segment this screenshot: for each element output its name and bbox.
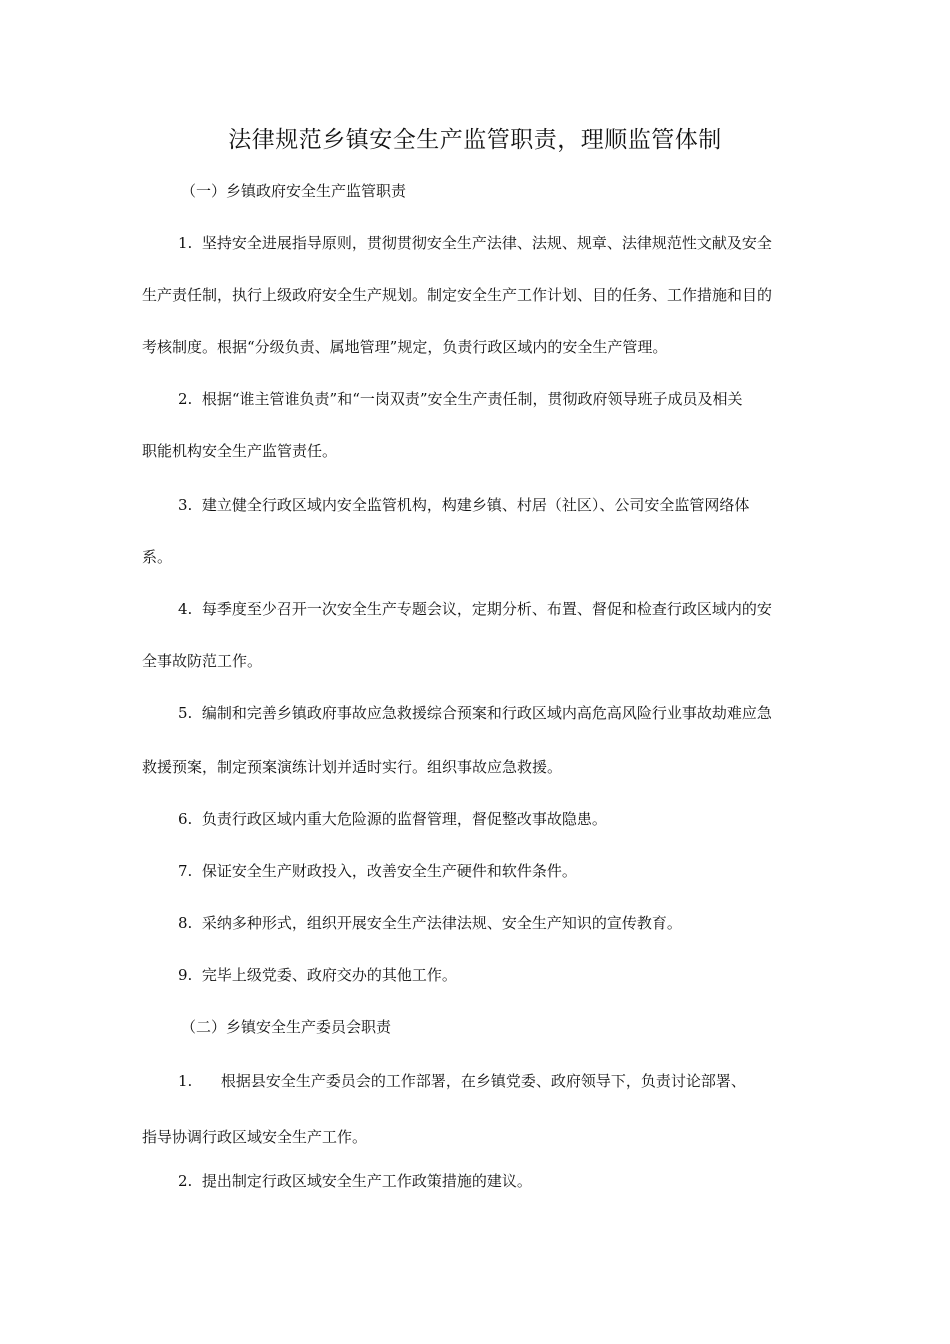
list-item-first-line <box>178 912 682 934</box>
item-number: 2. <box>178 1172 193 1190</box>
item-number: 3. <box>178 496 193 514</box>
item-text: 保证安全生产财政投入，改善安全生产硬件和软件条件。 <box>201 862 577 880</box>
item-number: 2. <box>178 390 193 408</box>
list-item-first-line <box>178 598 772 620</box>
item-number: 1. <box>178 234 193 252</box>
item-text: 编制和完善乡镇政府事故应急救援综合预案和行政区域内高危高风险行业事故劫难应急 <box>201 704 772 722</box>
item-text: 根据“谁主管谁负责”和“一岗双责”安全生产责任制，贯彻政府领导班子成员及相关 <box>201 390 743 408</box>
list-item-first-line <box>178 860 577 882</box>
item-text: 根据县安全生产委员会的工作部署，在乡镇党委、政府领导下，负责讨论部署、 <box>220 1072 746 1090</box>
item-number: 9. <box>178 966 193 984</box>
item-text: 每季度至少召开一次安全生产专题会议，定期分析、布置、督促和检查行政区域内的安 <box>201 600 772 618</box>
item-number: 8. <box>178 914 193 932</box>
item-number: 6. <box>178 810 193 828</box>
list-item-first-line <box>178 964 457 986</box>
item-number: 7. <box>178 862 193 880</box>
list-item-first-line <box>178 1170 532 1192</box>
section-heading: （一）乡镇政府安全生产监管职责 <box>181 182 407 200</box>
section-heading: （二）乡镇安全生产委员会职责 <box>181 1018 392 1036</box>
list-item-continuation: 系。 <box>142 548 173 566</box>
list-item-continuation: 全事故防范工作。 <box>142 652 263 670</box>
list-item-first-line <box>178 494 749 516</box>
item-number: 5. <box>178 704 193 722</box>
list-item-first-line <box>178 232 772 254</box>
item-text: 完毕上级党委、政府交办的其他工作。 <box>201 966 457 984</box>
item-number: 1. <box>178 1072 193 1090</box>
item-text: 提出制定行政区域安全生产工作政策措施的建议。 <box>201 1172 532 1190</box>
list-item-first-line <box>178 1070 746 1092</box>
list-item-continuation: 职能机构安全生产监管责任。 <box>142 442 338 460</box>
list-item-continuation: 指导协调行政区域安全生产工作。 <box>142 1128 368 1146</box>
item-text: 坚持安全进展指导原则，贯彻贯彻安全生产法律、法规、规章、法律规范性文献及安全 <box>201 234 772 252</box>
list-item-continuation: 考核制度。根据“分级负责、属地管理”规定，负责行政区域内的安全生产管理。 <box>142 338 668 356</box>
item-number: 4. <box>178 600 193 618</box>
item-text: 建立健全行政区域内安全监管机构，构建乡镇、村居（社区）、公司安全监管网络体 <box>201 496 750 514</box>
list-item-first-line <box>178 808 607 830</box>
list-item-continuation: 生产责任制，执行上级政府安全生产规划。制定安全生产工作计划、目的任务、工作措施和目的 <box>142 286 773 304</box>
list-item-first-line <box>178 702 772 724</box>
item-text: 采纳多种形式，组织开展安全生产法律法规、安全生产知识的宣传教育。 <box>201 914 682 932</box>
list-item-first-line <box>178 388 743 410</box>
item-text: 负责行政区域内重大危险源的监督管理，督促整改事故隐患。 <box>201 810 607 828</box>
document-title: 法律规范乡镇安全生产监管职责，理顺监管体制 <box>228 127 722 153</box>
list-item-continuation: 救援预案，制定预案演练计划并适时实行。组织事故应急救援。 <box>142 758 563 776</box>
